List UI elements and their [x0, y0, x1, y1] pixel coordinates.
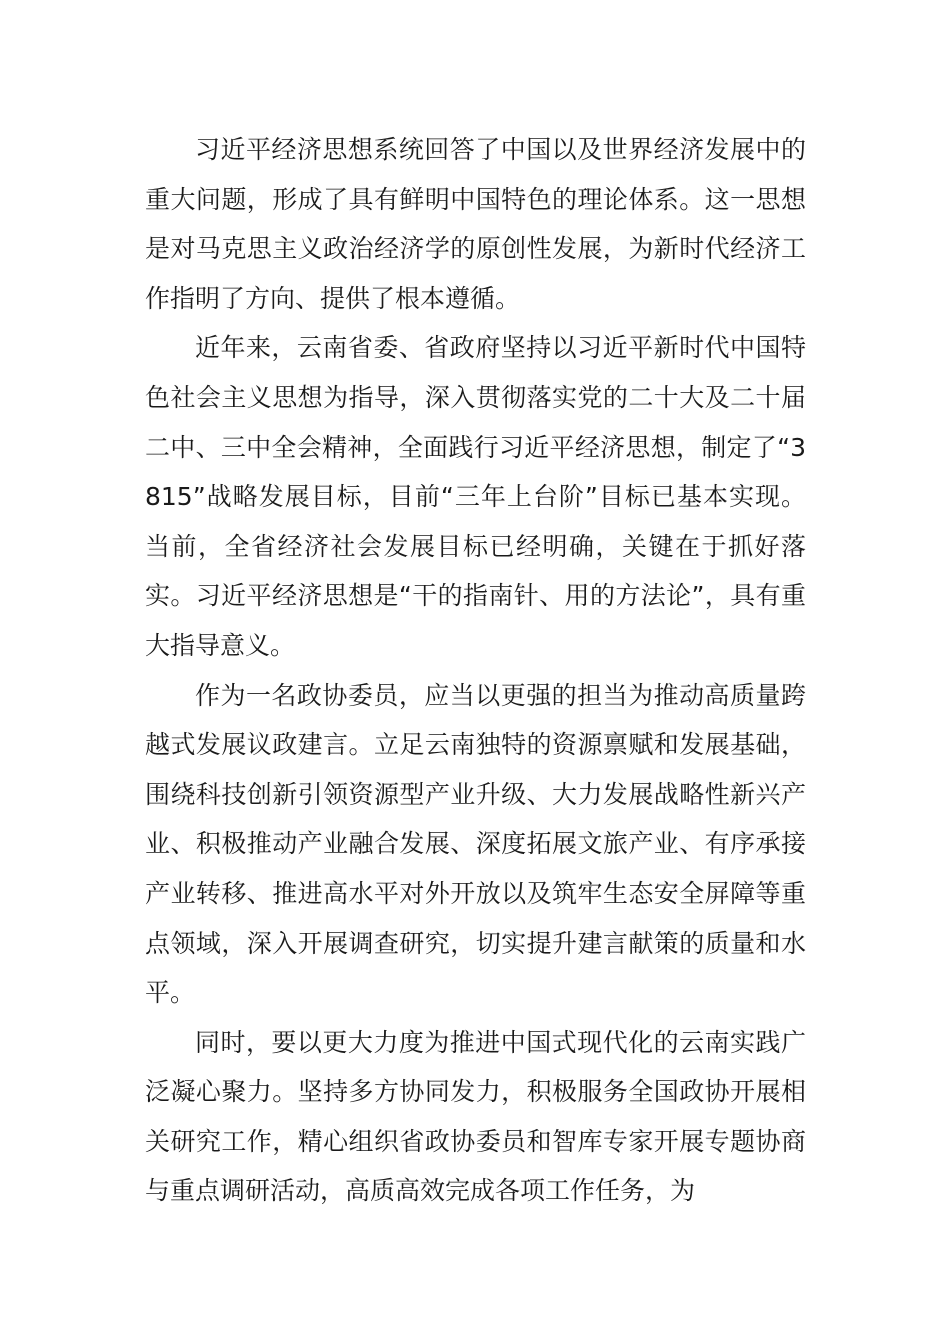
paragraph-4: 同时，要以更大力度为推进中国式现代化的云南实践广泛凝心聚力。坚持多方协同发力，积极服务全国政协开展相关研究工作，精心组织省政协委员和智库专家开展专题协商与重点调研活动，高质高效完成各项工作任务，为: [145, 1027, 806, 1206]
document-body: [145, 125, 806, 1216]
paragraph-3: 作为一名政协委员，应当以更强的担当为推动高质量跨越式发展议政建言。立足云南独特的资源禀赋和发展基础，围绕科技创新引领资源型产业升级、大力发展战略性新兴产业、积极推动产业融合发展、深度拓展文旅产业、有序承接产业转移、推进高水平对外开放以及筑牢生态安全屏障等重点领域，深入开展调查研究，切实提升建言献策的质量和水平。: [145, 680, 806, 1008]
paragraph-2: 近年来，云南省委、省政府坚持以习近平新时代中国特色社会主义思想为指导，深入贯彻落实党的二十大及二十届二中、三中全会精神，全面践行习近平经济思想，制定了“3815”战略发展目标，目前“三年上台阶”目标已基本实现。当前，全省经济社会发展目标已经明确，关键在于抓好落实。习近平经济思想是“干的指南针、用的方法论”，具有重大指导意义。: [145, 333, 806, 660]
paragraph-1: 习近平经济思想系统回答了中国以及世界经济发展中的重大问题，形成了具有鲜明中国特色的理论体系。这一思想是对马克思主义政治经济学的原创性发展，为新时代经济工作指明了方向、提供了根本遵循。: [145, 135, 806, 313]
